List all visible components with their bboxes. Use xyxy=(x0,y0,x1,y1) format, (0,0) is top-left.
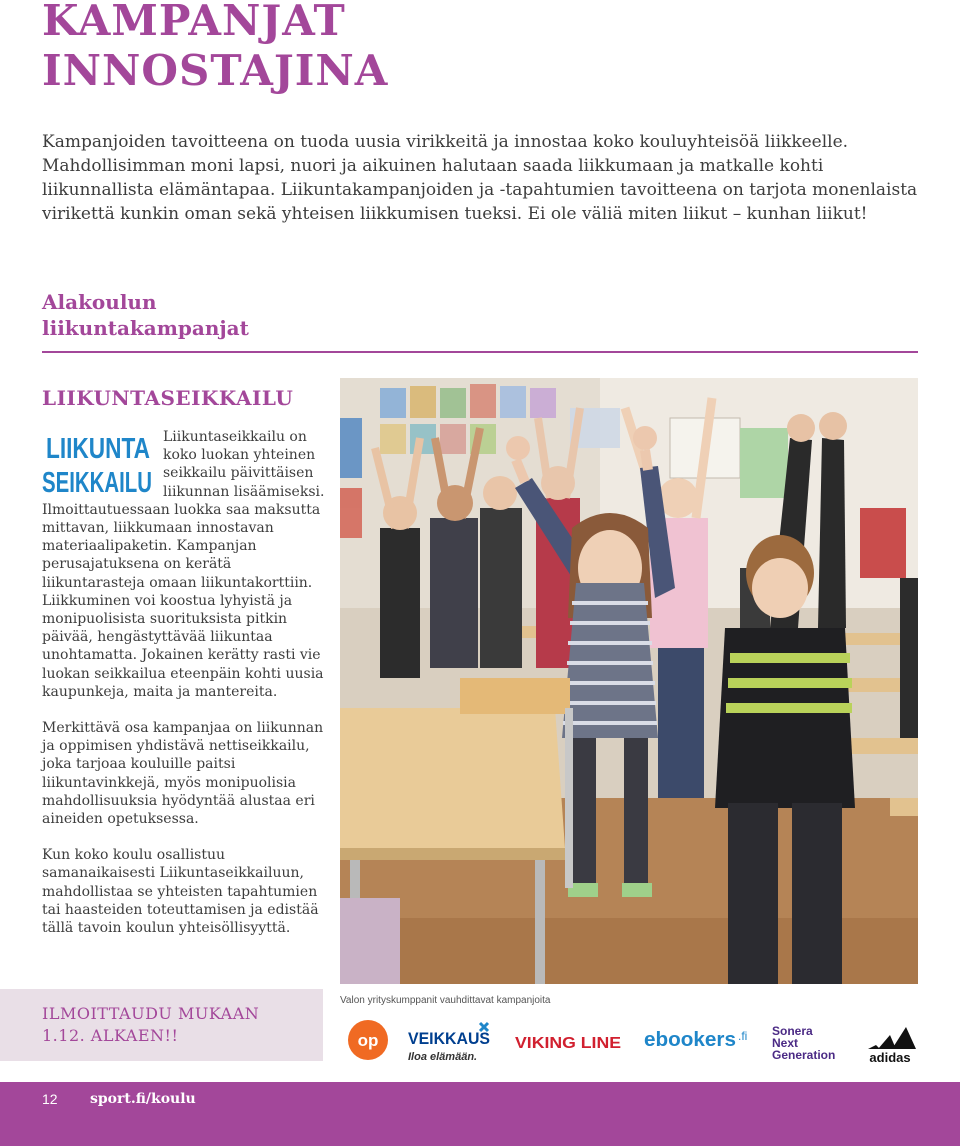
campaign-body xyxy=(42,428,332,955)
logo-line-2: SEIKKAILU xyxy=(42,467,152,499)
classroom-photo xyxy=(340,378,918,984)
footer-site-link[interactable]: sport.fi/koulu xyxy=(90,1091,196,1107)
signup-callout-text xyxy=(42,1003,312,1047)
section-divider xyxy=(42,351,918,353)
op-logo xyxy=(348,1020,388,1060)
ebookers-logo xyxy=(644,1029,747,1051)
logo-line-1: LIIKUNTA xyxy=(46,433,151,465)
veikkaus-logo xyxy=(408,1023,490,1063)
partners-caption: Valon yrityskumppanit vauhdittavat kampanjoita xyxy=(340,995,551,1006)
sonera-logo-line-1: Sonera xyxy=(772,1024,813,1038)
veikkaus-logo-text: VEIKKAUS xyxy=(408,1029,490,1048)
ebookers-logo-text: ebookers xyxy=(644,1029,736,1051)
body-paragraph-1: Liikuntaseikkailu on koko luokan yhteinen seikkailu päivittäisen liikunnan lisäämiseksi. Ilmoittautuessaan luokka saa maksutta mittavan, liikkumaan innostavan materiaalipaketin. Kampanjan perusajatuksena on kerätä liikuntarasteja omaan liikuntakorttiin. Liikkuminen voi koostua lyhyistä ja monipuolisista suorituksista pitkin päivää, hengästyttävää liikuntaa unohtamatta. Jokainen kerätty rasti vie luokan seikkailua eteenpäin kohti uusia kaupunkeja, maita ja mantereita. xyxy=(42,429,325,700)
adidas-logo-text: adidas xyxy=(869,1050,911,1065)
page-title xyxy=(42,0,642,96)
sonera-logo xyxy=(772,1024,835,1062)
sonera-logo-line-2: Next xyxy=(772,1036,799,1050)
op-logo-text: op xyxy=(357,1031,379,1050)
ebookers-logo-suffix: .fi xyxy=(738,1029,748,1043)
page-title-line-1: KAMPANJAT xyxy=(42,0,346,45)
signup-callout-line-1: ILMOITTAUDU MUKAAN xyxy=(42,1004,260,1023)
page-title-line-2: INNOSTAJINA xyxy=(42,46,389,95)
sonera-logo-line-3: Generation xyxy=(772,1048,836,1062)
campaign-heading: LIIKUNTASEIKKAILU xyxy=(42,386,294,410)
intro-paragraph: Kampanjoiden tavoitteena on tuoda uusia virikkeitä ja innostaa koko kouluyhteisöä liikkeelle. Mahdollisimman moni lapsi, nuori ja aikuinen halutaan saada liikkumaan ja matkalle kohti liikunnallista elämäntapaa. Liikuntakampanjoiden ja -tapahtumien tavoitteena on tarjota monenlaista virikettä kunkin oman sekä yhteisen liikkumisen tueksi. Ei ole väliä miten liikut – kunhan liikut! xyxy=(42,132,918,224)
section-heading xyxy=(42,289,249,341)
section-heading-line-1: Alakoulun xyxy=(42,290,157,314)
page-number: 12 xyxy=(42,1091,58,1107)
body-paragraph-2: Merkittävä osa kampanjaa on liikunnan ja oppimisen yhdistävä nettiseikkailu, joka tarjoaa kouluille paitsi liikuntavinkkejä, myös monipuolisia mahdollisuuksia hyödyntää alustaa eri aineiden opetuksessa. xyxy=(42,720,324,828)
signup-callout-line-2: 1.12. ALKAEN!! xyxy=(42,1026,179,1045)
partner-logos xyxy=(340,1015,920,1065)
adidas-logo xyxy=(868,1027,916,1065)
body-paragraph-3: Kun koko koulu osallistuu samanaikaisesti Liikuntaseikkailuun, mahdollistaa se yhteisten tapahtumien tai haasteiden toteuttamisen ja edistää tällä tavoin koulun yhteisöllisyyttä. xyxy=(42,847,319,937)
section-heading-line-2: liikuntakampanjat xyxy=(42,316,249,340)
viking-line-logo: VIKING LINE xyxy=(515,1035,622,1052)
veikkaus-tagline: Iloa elämään. xyxy=(408,1051,478,1063)
